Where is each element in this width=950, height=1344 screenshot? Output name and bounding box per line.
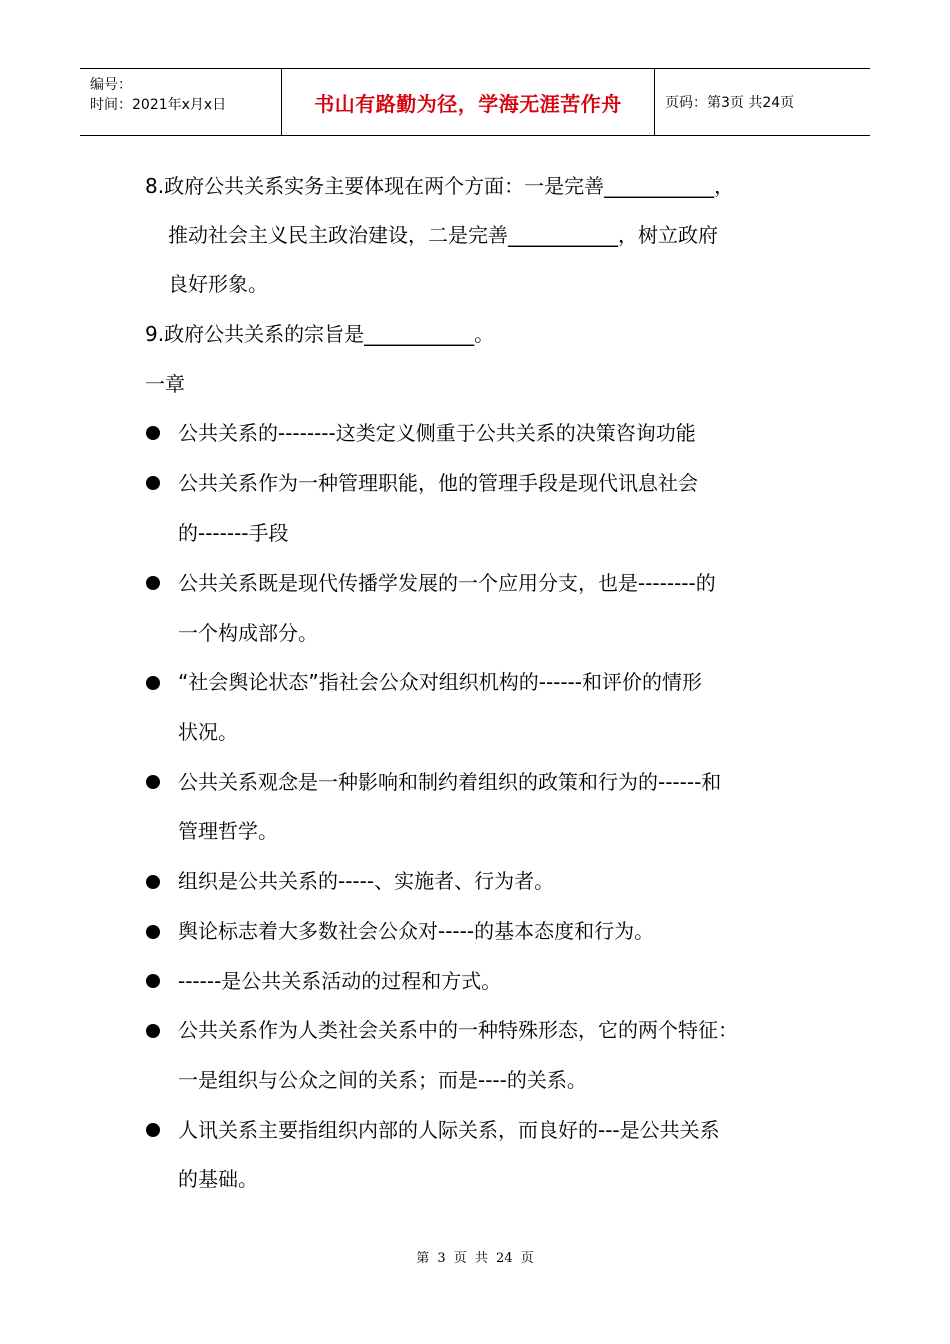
chapter-heading: 一章 — [145, 372, 185, 396]
bullet-item-6-line-1: 组织是公共关系的-----、实施者、行为者。 — [178, 869, 555, 893]
bullet-item-10-line-1: 人讯关系主要指组织内部的人际关系，而良好的---是公共关系 — [178, 1118, 720, 1142]
bullet-item-7-line-1: 舆论标志着大多数社会公众对-----的基本态度和行为。 — [178, 919, 655, 943]
question-9: 9.政府公共关系的宗旨是___________。 — [145, 322, 495, 346]
bullet-item-5-line-2: 管理哲学。 — [178, 819, 278, 843]
bullet-icon — [146, 775, 160, 789]
question-8-line-3: 良好形象。 — [168, 272, 268, 296]
bullet-item-4-line-1: “社会舆论状态”指社会公众对组织机构的------和评价的情形 — [178, 670, 703, 694]
bullet-icon — [146, 1123, 160, 1137]
bullet-icon — [146, 1024, 160, 1038]
bullet-item-8-line-1: ------是公共关系活动的过程和方式。 — [178, 969, 502, 993]
bullet-item-10-line-2: 的基础。 — [178, 1167, 258, 1191]
header-info-cell — [80, 69, 282, 135]
bullet-item-4-line-2: 状况。 — [178, 720, 238, 744]
page-header — [80, 68, 870, 136]
bullet-icon — [146, 974, 160, 988]
bullet-icon — [146, 476, 160, 490]
bullet-icon — [146, 576, 160, 590]
bullet-item-5-line-1: 公共关系观念是一种影响和制约着组织的政策和行为的------和 — [178, 770, 722, 794]
header-page-info: 页码：第3页 共24页 — [665, 95, 795, 111]
bullet-icon — [146, 426, 160, 440]
bullet-icon — [146, 875, 160, 889]
bullet-item-3-line-2: 一个构成部分。 — [178, 621, 318, 645]
question-8-line-2: 推动社会主义民主政治建设，二是完善___________，树立政府 — [168, 223, 718, 247]
page-footer: 第 3 页 共 24 页 — [416, 1251, 534, 1266]
document-code-label: 编号： — [90, 77, 132, 93]
document-time-label: 时间：2021年x月x日 — [90, 97, 227, 113]
bullet-item-9-line-1: 公共关系作为人类社会关系中的一种特殊形态，它的两个特征： — [178, 1018, 738, 1042]
bullet-icon — [146, 925, 160, 939]
bullet-item-2-line-1: 公共关系作为一种管理职能，他的管理手段是现代讯息社会 — [178, 471, 698, 495]
bullet-icon — [146, 676, 160, 690]
bullet-item-1-line-1: 公共关系的--------这类定义侧重于公共关系的决策咨询功能 — [178, 421, 696, 445]
bullet-item-9-line-2: 一是组织与公众之间的关系；而是----的关系。 — [178, 1068, 587, 1092]
bullet-item-3-line-1: 公共关系既是现代传播学发展的一个应用分支，也是--------的 — [178, 571, 716, 595]
header-motto: 书山有路勤为径，学海无涯苦作舟 — [282, 69, 655, 135]
bullet-item-2-line-2: 的-------手段 — [178, 521, 289, 545]
question-8-line-1: 8.政府公共关系实务主要体现在两个方面：一是完善___________， — [145, 174, 735, 198]
